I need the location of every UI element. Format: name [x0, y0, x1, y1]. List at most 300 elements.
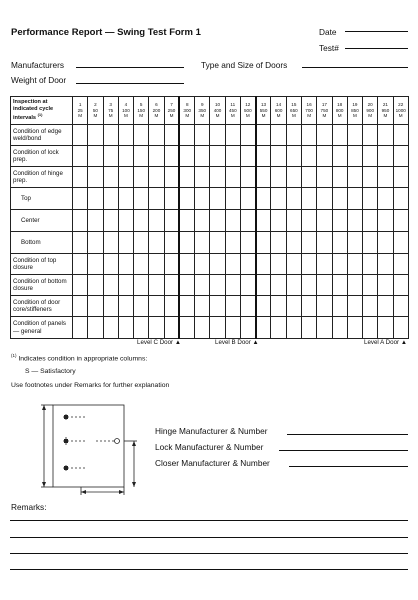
- grid-cell[interactable]: [347, 254, 362, 275]
- cycle-header-value: 700: [305, 107, 313, 113]
- grid-cell[interactable]: [164, 317, 179, 339]
- grid-cell[interactable]: [88, 210, 103, 232]
- cycle-header-value: 900: [366, 107, 375, 113]
- grid-cell[interactable]: [118, 125, 133, 146]
- cycle-header-unit: M: [230, 113, 235, 119]
- grid-cell[interactable]: [363, 125, 378, 146]
- grid-cell[interactable]: [118, 188, 133, 210]
- grid-cell[interactable]: [378, 188, 393, 210]
- weight-field[interactable]: [76, 83, 184, 84]
- lock-mark: [115, 439, 120, 444]
- grid-cell[interactable]: [179, 125, 194, 146]
- inspection-header-note: (1): [37, 112, 43, 118]
- grid-cell[interactable]: [134, 167, 149, 188]
- grid-cell[interactable]: [149, 188, 164, 210]
- grid-cell[interactable]: [332, 188, 347, 210]
- grid-cell[interactable]: [88, 188, 103, 210]
- grid-cell[interactable]: [256, 296, 271, 317]
- grid-cell[interactable]: [332, 167, 347, 188]
- grid-cell[interactable]: [73, 275, 88, 296]
- cycle-header-number: 21: [382, 102, 388, 108]
- grid-cell[interactable]: [210, 254, 225, 275]
- grid-cell[interactable]: [240, 317, 255, 339]
- grid-cell[interactable]: [103, 232, 118, 254]
- grid-cell[interactable]: [332, 296, 347, 317]
- grid-cell[interactable]: [363, 275, 378, 296]
- grid-cell[interactable]: [363, 317, 378, 339]
- cycle-header-unit: M: [185, 113, 190, 119]
- grid-cell[interactable]: [363, 254, 378, 275]
- grid-cell[interactable]: [149, 125, 164, 146]
- grid-cell[interactable]: [317, 296, 332, 317]
- grid-cell[interactable]: [286, 188, 301, 210]
- grid-cell[interactable]: [73, 296, 88, 317]
- row-label: Condition of edge weld/bond: [11, 125, 73, 146]
- grid-cell[interactable]: [88, 125, 103, 146]
- grid-cell[interactable]: [225, 275, 240, 296]
- grid-cell[interactable]: [347, 146, 362, 167]
- grid-cell[interactable]: [210, 188, 225, 210]
- cycle-header-unit: M: [353, 113, 357, 119]
- row-label: Condition of hinge prep.: [11, 167, 73, 188]
- cycle-header-number: 18: [337, 102, 343, 108]
- row-label: Bottom: [11, 232, 73, 254]
- grid-cell[interactable]: [73, 254, 88, 275]
- footnote-3: Use footnotes under Remarks for further explanation: [11, 382, 170, 389]
- grid-cell[interactable]: [164, 125, 179, 146]
- cycle-header-number: 10: [214, 102, 221, 108]
- manufacturers-label: Manufacturers: [11, 60, 65, 70]
- cycle-header-value: 25: [77, 107, 83, 113]
- lock-label: Lock Manufacturer & Number: [155, 442, 264, 452]
- grid-cell[interactable]: [332, 317, 347, 339]
- grid-cell[interactable]: [286, 296, 301, 317]
- grid-cell[interactable]: [134, 146, 149, 167]
- grid-cell[interactable]: [118, 167, 133, 188]
- cycle-header-number: 1: [78, 102, 82, 108]
- grid-cell[interactable]: [347, 210, 362, 232]
- table-row: [11, 188, 409, 210]
- cycle-column-header: [363, 97, 378, 125]
- grid-cell[interactable]: [73, 125, 88, 146]
- grid-cell[interactable]: [256, 317, 271, 339]
- grid-cell[interactable]: [103, 167, 118, 188]
- grid-cell[interactable]: [210, 275, 225, 296]
- hinge-field[interactable]: [287, 434, 408, 435]
- cycle-header-number: 20: [367, 102, 373, 108]
- grid-cell[interactable]: [332, 210, 347, 232]
- grid-cell[interactable]: [363, 167, 378, 188]
- grid-cell[interactable]: [378, 296, 393, 317]
- grid-cell[interactable]: [225, 296, 240, 317]
- grid-cell[interactable]: [225, 125, 240, 146]
- grid-cell[interactable]: [301, 188, 316, 210]
- grid-cell[interactable]: [271, 275, 286, 296]
- grid-cell[interactable]: [103, 254, 118, 275]
- closer-field[interactable]: [289, 466, 408, 467]
- grid-cell[interactable]: [393, 275, 408, 296]
- grid-cell[interactable]: [393, 146, 408, 167]
- test-number-field[interactable]: [345, 48, 408, 49]
- grid-cell[interactable]: [256, 275, 271, 296]
- grid-cell[interactable]: [88, 275, 103, 296]
- grid-cell[interactable]: [179, 254, 194, 275]
- grid-cell[interactable]: [240, 254, 255, 275]
- grid-cell[interactable]: [256, 125, 271, 146]
- grid-cell[interactable]: [240, 210, 255, 232]
- type-size-field[interactable]: [302, 67, 408, 68]
- grid-cell[interactable]: [103, 125, 118, 146]
- grid-cell[interactable]: [286, 275, 301, 296]
- cycle-header-value: 550: [259, 107, 268, 113]
- cycle-column-header: [179, 97, 194, 125]
- grid-cell[interactable]: [134, 210, 149, 232]
- cycle-header-unit: M: [154, 113, 159, 119]
- grid-cell[interactable]: [195, 254, 210, 275]
- grid-cell[interactable]: [164, 210, 179, 232]
- grid-cell[interactable]: [317, 146, 332, 167]
- table-row: [11, 125, 409, 146]
- grid-cell[interactable]: [317, 210, 332, 232]
- grid-cell[interactable]: [317, 232, 332, 254]
- cycle-header-unit: M: [307, 113, 312, 119]
- grid-cell[interactable]: [73, 210, 88, 232]
- grid-cell[interactable]: [195, 146, 210, 167]
- grid-cell[interactable]: [103, 296, 118, 317]
- cycle-header-number: 12: [245, 102, 251, 108]
- grid-cell[interactable]: [332, 146, 347, 167]
- grid-cell[interactable]: [88, 232, 103, 254]
- cycle-header-number: 4: [124, 102, 128, 108]
- grid-cell[interactable]: [393, 317, 408, 339]
- footnote-2: S — Satisfactory: [25, 368, 76, 375]
- grid-cell[interactable]: [88, 296, 103, 317]
- lock-field[interactable]: [279, 450, 408, 451]
- cycle-header-unit: M: [337, 113, 342, 119]
- grid-cell[interactable]: [195, 210, 210, 232]
- grid-cell[interactable]: [271, 210, 286, 232]
- grid-cell[interactable]: [363, 232, 378, 254]
- grid-cell[interactable]: [378, 146, 393, 167]
- cycle-header-value: 1000: [395, 107, 406, 113]
- cycle-header-unit: M: [108, 113, 113, 119]
- row-label: Center: [11, 210, 73, 232]
- grid-cell[interactable]: [195, 232, 210, 254]
- grid-cell[interactable]: [118, 210, 133, 232]
- grid-cell[interactable]: [149, 232, 164, 254]
- grid-cell[interactable]: [179, 210, 194, 232]
- grid-cell[interactable]: [393, 210, 408, 232]
- grid-cell[interactable]: [179, 275, 194, 296]
- grid-cell[interactable]: [118, 275, 133, 296]
- remarks-line[interactable]: [10, 553, 408, 554]
- grid-cell[interactable]: [73, 232, 88, 254]
- cycle-header-value: 950: [381, 107, 390, 113]
- cycle-header-number: 9: [200, 102, 204, 108]
- grid-cell[interactable]: [149, 210, 164, 232]
- grid-cell[interactable]: [256, 146, 271, 167]
- grid-cell[interactable]: [393, 188, 408, 210]
- grid-cell[interactable]: [286, 317, 301, 339]
- grid-cell[interactable]: [286, 146, 301, 167]
- grid-cell[interactable]: [225, 317, 240, 339]
- grid-cell[interactable]: [393, 254, 408, 275]
- grid-cell[interactable]: [332, 275, 347, 296]
- grid-cell[interactable]: [317, 254, 332, 275]
- cycle-header-value: 350: [198, 107, 207, 113]
- cycle-header-value: 800: [335, 107, 344, 113]
- grid-cell[interactable]: [347, 188, 362, 210]
- grid-cell[interactable]: [363, 146, 378, 167]
- grid-cell[interactable]: [195, 317, 210, 339]
- table-row: [11, 296, 409, 317]
- grid-cell[interactable]: [88, 254, 103, 275]
- grid-cell[interactable]: [73, 188, 88, 210]
- grid-cell[interactable]: [378, 317, 393, 339]
- grid-cell[interactable]: [179, 167, 194, 188]
- grid-cell[interactable]: [378, 275, 393, 296]
- grid-cell[interactable]: [240, 146, 255, 167]
- grid-cell[interactable]: [317, 275, 332, 296]
- grid-cell[interactable]: [195, 167, 210, 188]
- cycle-header-number: 19: [352, 102, 358, 108]
- grid-cell[interactable]: [88, 167, 103, 188]
- grid-cell[interactable]: [301, 275, 316, 296]
- grid-cell[interactable]: [134, 188, 149, 210]
- grid-cell[interactable]: [347, 167, 362, 188]
- manufacturers-field[interactable]: [76, 67, 184, 68]
- grid-cell[interactable]: [118, 232, 133, 254]
- grid-cell[interactable]: [301, 232, 316, 254]
- grid-cell[interactable]: [134, 317, 149, 339]
- grid-cell[interactable]: [286, 210, 301, 232]
- grid-cell[interactable]: [118, 254, 133, 275]
- grid-cell[interactable]: [332, 254, 347, 275]
- grid-cell[interactable]: [301, 146, 316, 167]
- cycle-column-header: [332, 97, 347, 125]
- grid-cell[interactable]: [317, 167, 332, 188]
- grid-cell[interactable]: [210, 167, 225, 188]
- grid-cell[interactable]: [210, 125, 225, 146]
- cycle-header-value: 600: [274, 107, 283, 113]
- grid-cell[interactable]: [256, 188, 271, 210]
- grid-cell[interactable]: [118, 317, 133, 339]
- grid-cell[interactable]: [363, 210, 378, 232]
- closer-label: Closer Manufacturer & Number: [155, 458, 270, 468]
- grid-cell[interactable]: [393, 167, 408, 188]
- grid-cell[interactable]: [164, 296, 179, 317]
- grid-cell[interactable]: [256, 210, 271, 232]
- remarks-line[interactable]: [10, 537, 408, 538]
- cycle-header-unit: M: [215, 113, 220, 119]
- grid-cell[interactable]: [164, 254, 179, 275]
- grid-cell[interactable]: [240, 275, 255, 296]
- grid-cell[interactable]: [225, 188, 240, 210]
- grid-cell[interactable]: [317, 188, 332, 210]
- date-field[interactable]: [345, 31, 408, 32]
- grid-cell[interactable]: [210, 317, 225, 339]
- grid-cell[interactable]: [179, 232, 194, 254]
- grid-cell[interactable]: [88, 146, 103, 167]
- grid-cell[interactable]: [271, 254, 286, 275]
- level-a-label: Level A Door: [364, 339, 400, 346]
- grid-cell[interactable]: [271, 125, 286, 146]
- grid-cell[interactable]: [164, 188, 179, 210]
- grid-cell[interactable]: [378, 125, 393, 146]
- grid-cell[interactable]: [256, 254, 271, 275]
- grid-cell[interactable]: [149, 317, 164, 339]
- grid-cell[interactable]: [271, 146, 286, 167]
- grid-cell[interactable]: [347, 296, 362, 317]
- grid-cell[interactable]: [164, 275, 179, 296]
- grid-cell[interactable]: [225, 167, 240, 188]
- grid-cell[interactable]: [179, 296, 194, 317]
- grid-cell[interactable]: [195, 275, 210, 296]
- grid-cell[interactable]: [149, 254, 164, 275]
- grid-cell[interactable]: [195, 125, 210, 146]
- grid-cell[interactable]: [210, 146, 225, 167]
- grid-cell[interactable]: [363, 296, 378, 317]
- cycle-column-header: [393, 97, 408, 125]
- grid-cell[interactable]: [286, 167, 301, 188]
- cycle-header-unit: M: [291, 113, 296, 119]
- level-c-label: Level C Door: [137, 339, 174, 346]
- grid-cell[interactable]: [225, 254, 240, 275]
- grid-cell[interactable]: [317, 125, 332, 146]
- grid-cell[interactable]: [256, 232, 271, 254]
- grid-cell[interactable]: [103, 317, 118, 339]
- grid-cell[interactable]: [225, 146, 240, 167]
- grid-cell[interactable]: [210, 210, 225, 232]
- grid-cell[interactable]: [118, 296, 133, 317]
- grid-cell[interactable]: [393, 125, 408, 146]
- grid-cell[interactable]: [378, 210, 393, 232]
- grid-cell[interactable]: [271, 188, 286, 210]
- grid-cell[interactable]: [393, 232, 408, 254]
- grid-cell[interactable]: [378, 167, 393, 188]
- grid-cell[interactable]: [240, 125, 255, 146]
- cycle-column-header: [378, 97, 393, 125]
- grid-cell[interactable]: [88, 317, 103, 339]
- grid-cell[interactable]: [118, 146, 133, 167]
- grid-cell[interactable]: [179, 317, 194, 339]
- test-number-label: Test#: [319, 43, 339, 53]
- grid-cell[interactable]: [103, 146, 118, 167]
- grid-cell[interactable]: [347, 125, 362, 146]
- grid-cell[interactable]: [347, 317, 362, 339]
- grid-cell[interactable]: [301, 167, 316, 188]
- cycle-header-number: 16: [306, 102, 312, 108]
- grid-cell[interactable]: [134, 254, 149, 275]
- grid-cell[interactable]: [301, 125, 316, 146]
- grid-cell[interactable]: [73, 167, 88, 188]
- grid-cell[interactable]: [240, 232, 255, 254]
- grid-cell[interactable]: [149, 146, 164, 167]
- grid-cell[interactable]: [286, 125, 301, 146]
- grid-cell[interactable]: [347, 232, 362, 254]
- grid-cell[interactable]: [103, 210, 118, 232]
- grid-cell[interactable]: [393, 296, 408, 317]
- grid-cell[interactable]: [149, 296, 164, 317]
- cycle-header-number: 2: [94, 102, 97, 108]
- grid-cell[interactable]: [240, 296, 255, 317]
- remarks-label: Remarks:: [11, 502, 47, 512]
- grid-cell[interactable]: [73, 317, 88, 339]
- row-label: Condition of door core/stiffeners: [11, 296, 73, 317]
- cycle-header-unit: M: [368, 113, 373, 119]
- grid-cell[interactable]: [301, 254, 316, 275]
- grid-cell[interactable]: [134, 232, 149, 254]
- cycle-header-value: 150: [137, 107, 146, 113]
- grid-cell[interactable]: [149, 275, 164, 296]
- grid-cell[interactable]: [164, 232, 179, 254]
- grid-cell[interactable]: [240, 167, 255, 188]
- grid-cell[interactable]: [134, 296, 149, 317]
- row-label: Condition of top closure: [11, 254, 73, 275]
- remarks-line[interactable]: [10, 520, 408, 521]
- up-arrow-icon: ▲: [252, 339, 259, 346]
- grid-cell[interactable]: [225, 210, 240, 232]
- cycle-column-header: [286, 97, 301, 125]
- remarks-line[interactable]: [10, 569, 408, 570]
- grid-cell[interactable]: [363, 188, 378, 210]
- grid-cell[interactable]: [271, 317, 286, 339]
- grid-cell[interactable]: [134, 125, 149, 146]
- grid-cell[interactable]: [271, 296, 286, 317]
- grid-cell[interactable]: [240, 188, 255, 210]
- grid-cell[interactable]: [103, 188, 118, 210]
- grid-cell[interactable]: [164, 167, 179, 188]
- grid-cell[interactable]: [195, 296, 210, 317]
- grid-cell[interactable]: [195, 188, 210, 210]
- grid-cell[interactable]: [378, 254, 393, 275]
- form-title: Performance Report — Swing Test Form 1: [11, 27, 201, 38]
- grid-cell[interactable]: [179, 146, 194, 167]
- cycle-header-number: 6: [155, 102, 158, 108]
- grid-cell[interactable]: [225, 232, 240, 254]
- grid-cell[interactable]: [332, 125, 347, 146]
- cycle-column-header: [195, 97, 210, 125]
- cycle-column-header: [317, 97, 332, 125]
- grid-cell[interactable]: [286, 254, 301, 275]
- grid-cell[interactable]: [286, 232, 301, 254]
- grid-cell[interactable]: [210, 232, 225, 254]
- grid-cell[interactable]: [271, 167, 286, 188]
- table-row: [11, 210, 409, 232]
- grid-cell[interactable]: [301, 296, 316, 317]
- grid-cell[interactable]: [210, 296, 225, 317]
- grid-cell[interactable]: [332, 232, 347, 254]
- grid-cell[interactable]: [301, 317, 316, 339]
- grid-cell[interactable]: [317, 317, 332, 339]
- grid-cell[interactable]: [256, 167, 271, 188]
- grid-cell[interactable]: [179, 188, 194, 210]
- grid-cell[interactable]: [378, 232, 393, 254]
- grid-cell[interactable]: [73, 146, 88, 167]
- grid-cell[interactable]: [103, 275, 118, 296]
- grid-cell[interactable]: [164, 146, 179, 167]
- cycle-header-value: 650: [290, 107, 298, 113]
- grid-cell[interactable]: [301, 210, 316, 232]
- grid-cell[interactable]: [149, 167, 164, 188]
- cycle-column-header: [210, 97, 225, 125]
- grid-cell[interactable]: [271, 232, 286, 254]
- grid-cell[interactable]: [134, 275, 149, 296]
- level-a-marker: [364, 339, 407, 346]
- cycle-column-header: [347, 97, 362, 125]
- grid-cell[interactable]: [347, 275, 362, 296]
- footnote-1-text: Indicates condition in appropriate columns:: [18, 355, 148, 363]
